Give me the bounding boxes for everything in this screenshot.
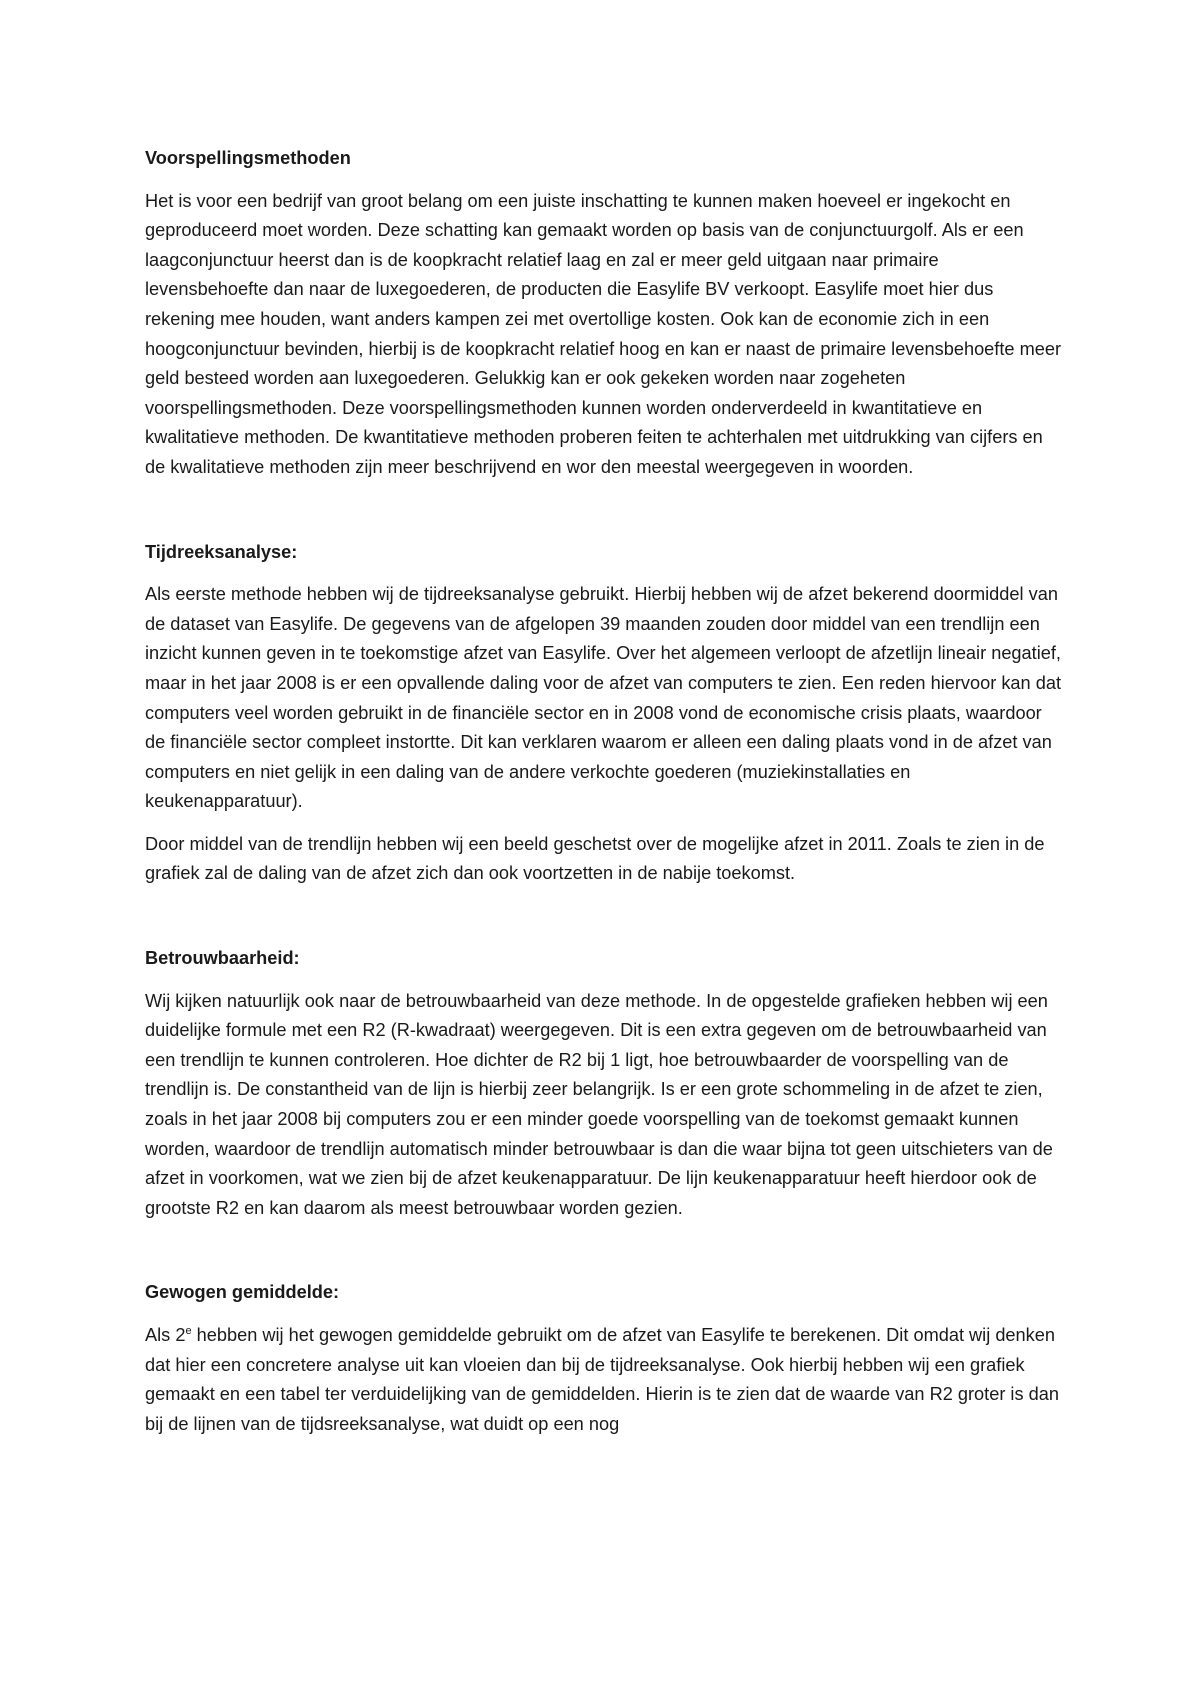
section-heading-betrouwbaarheid: Betrouwbaarheid:	[145, 948, 300, 969]
tijdreeksanalyse-paragraph-2: Door middel van de trendlijn hebben wij een beeld geschetst over de mogelijke afzet in 2011. Zoals te zien in de grafiek zal de daling van de afzet zich dan ook voortzetten in de nabije toekomst.	[145, 833, 1045, 884]
section-heading-gewogen-gemiddelde: Gewogen gemiddelde:	[145, 1282, 340, 1303]
gewogen-lead-rest: hebben wij het gewogen gemiddelde gebruikt om de afzet van Easylife te berekenen. Dit omdat wij denken dat hier een concretere analyse uit kan vloeien dan bij de tijdreeksanalyse. Ook hierbij hebben wij een grafiek gemaakt en een tabel ter verduidelijking van de gemiddelden. Hierin is te zien dat de waarde van R2 groter is dan bij de lijnen van de tijdsreeksanalyse, wat duidt op een nog	[145, 1325, 1059, 1434]
betrouwbaarheid-paragraph: Wij kijken natuurlijk ook naar de betrouwbaarheid van deze methode. In de opgestelde grafieken hebben wij een duidelijke formule met een R2 (R-kwadraat) weergegeven. Dit is een extra gegeven om de betrouwbaarheid van een trendlijn te kunnen controleren. Hoe dichter de R2 bij 1 ligt, hoe betrouwbaarder de voorspelling van de trendlijn is. De constantheid van de lijn is hierbij zeer belangrijk. Is er een grote schommeling in de afzet te zien, zoals in het jaar 2008 bij computers zou er een minder goede voorspelling van de toekomst gemaakt kunnen worden, waardoor de trendlijn automatisch minder betrouwbaar is dan die waar bijna tot geen uitschieters van de afzet in voorkomen, wat we zien bij de afzet keukenapparatuur. De lijn keukenapparatuur heeft hierdoor ook de grootste R2 en kan daarom als meest betrouwbaar worden gezien.	[145, 990, 1053, 1218]
ordinal-superscript: e	[185, 1324, 192, 1337]
document-body	[145, 144, 1065, 1439]
document-title: Voorspellingsmethoden	[145, 148, 351, 168]
gewogen-gemiddelde-paragraph	[145, 1321, 1065, 1439]
section-heading-tijdreeksanalyse: Tijdreeksanalyse:	[145, 541, 298, 562]
tijdreeksanalyse-paragraph-1: Als eerste methode hebben wij de tijdreeksanalyse gebruikt. Hierbij hebben wij de afzet bekerend doormiddel van de dataset van Easylife. De gegevens van de afgelopen 39 maanden zouden door middel van een trendlijn een inzicht kunnen geven in te toekomstige afzet van Easylife. Over het algemeen verloopt de afzetlijn lineair negatief, maar in het jaar 2008 is er een opvallende daling voor de afzet van computers te zien. Een reden hiervoor kan dat computers veel worden gebruikt in de financiële sector en in 2008 vond de economische crisis plaats, waardoor de financiële sector compleet instortte. Dit kan verklaren waarom er alleen een daling plaats vond in de afzet van computers en niet gelijk in een daling van de andere verkochte goederen (muziekinstallaties en keukenapparatuur).	[145, 584, 1061, 812]
gewogen-lead: Als 2	[145, 1325, 186, 1345]
intro-paragraph: Het is voor een bedrijf van groot belang om een juiste inschatting te kunnen maken hoeveel er ingekocht en geproduceerd moet worden. Deze schatting kan gemaakt worden op basis van de conjunctuurgolf. Als er een laagconjunctuur heerst dan is de koopkracht relatief laag en zal er meer geld uitgaan naar primaire levensbehoefte dan naar de luxegoederen, de producten die Easylife BV verkoopt. Easylife moet hier dus rekening mee houden, want anders kampen zei met overtollige kosten. Ook kan de economie zich in een hoogconjunctuur bevinden, hierbij is de koopkracht relatief hoog en kan er naast de primaire levensbehoefte meer geld besteed worden aan luxegoederen. Gelukkig kan er ook gekeken worden naar zogeheten voorspellingsmethoden. Deze voorspellingsmethoden kunnen worden onderverdeeld in kwantitatieve en kwalitatieve methoden. De kwantitatieve methoden proberen feiten te achterhalen met uitdrukking van cijfers en de kwalitatieve methoden zijn meer beschrijvend en wor den meestal weergegeven in woorden.	[145, 190, 1062, 477]
